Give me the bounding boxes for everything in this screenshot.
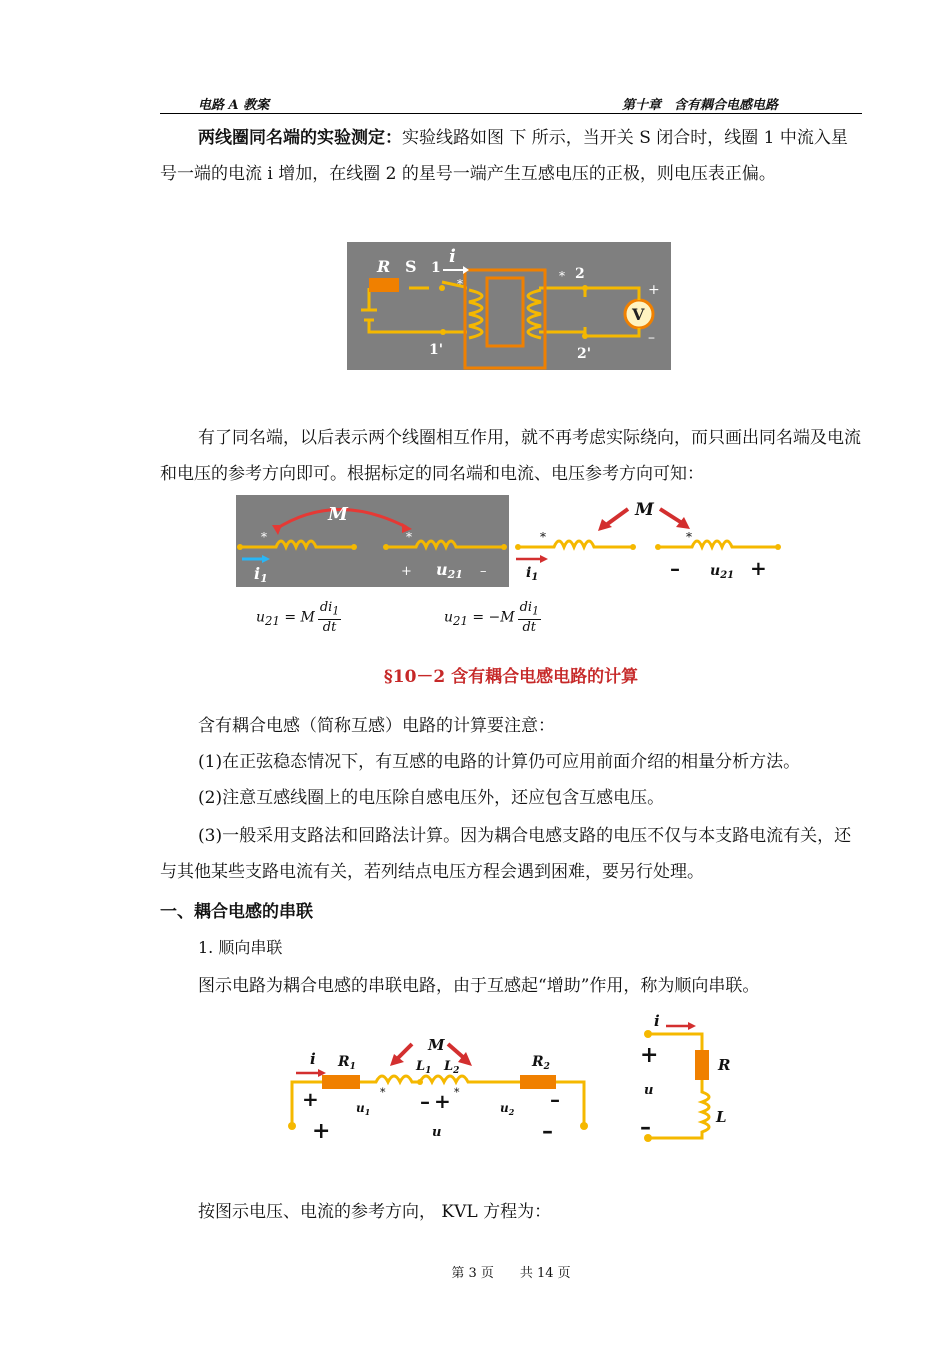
label-terminal-2: 2 xyxy=(575,266,585,282)
figure-forward-series-circuit xyxy=(284,1030,594,1142)
resistor-r xyxy=(369,278,399,292)
right-label-m: M xyxy=(635,500,654,520)
formula-positive-numsub: 1 xyxy=(332,604,340,618)
dot-coil-2: * xyxy=(559,269,565,283)
fig3-label-u: u xyxy=(432,1125,442,1140)
fig3-label-r1: $R_1$ xyxy=(338,1054,356,1072)
label-s: S xyxy=(405,257,417,276)
left-label-plus: + xyxy=(401,564,412,579)
formula-positive-fraction xyxy=(318,600,341,635)
right-node-a xyxy=(515,544,521,550)
terminal-1-prime xyxy=(440,329,446,335)
fig3-label-l2: $L_2$ xyxy=(444,1059,460,1076)
fig3-label-plus-2: + xyxy=(434,1089,451,1113)
formula-negative-lhs: u xyxy=(444,609,454,626)
label-voltmeter-plus: + xyxy=(648,282,660,298)
paragraph-note-3: (3)一般采用支路法和回路法计算。因为耦合电感支路的电压不仅与本支路电流有关，还与其他某些支路电流有关，若列结点电压方程会遇到困难，要另行处理。 xyxy=(160,826,852,882)
switch-contact xyxy=(439,285,445,291)
fig4-label-r: R xyxy=(718,1056,731,1074)
header-left: 电路 A 教案 xyxy=(198,98,270,113)
label-terminal-2-prime: 2' xyxy=(577,346,592,362)
right-coil-2 xyxy=(658,541,778,547)
right-label-minus: – xyxy=(670,556,680,580)
fig4-label-u: u xyxy=(644,1083,654,1098)
fig3-label-plus-1: + xyxy=(302,1087,319,1111)
left-label-u21: u21 xyxy=(436,560,463,581)
fig3-label-i: i xyxy=(310,1050,316,1068)
formula-negative-sub: 21 xyxy=(453,614,468,629)
label-terminal-1: 1 xyxy=(431,260,441,276)
label-r: R xyxy=(377,257,391,276)
formula-positive-sub: 21 xyxy=(265,614,280,629)
left-label-i: i1 xyxy=(254,564,268,585)
figure-3-node-middle xyxy=(417,1079,423,1085)
formula-negative-fraction xyxy=(518,600,541,635)
left-dot-2: * xyxy=(406,530,412,544)
right-mutual-arrow-right xyxy=(660,509,682,523)
formula-negative-den: dt xyxy=(522,619,537,635)
left-node-a xyxy=(237,544,243,550)
formula-positive-eq: = M xyxy=(279,609,315,626)
paragraph-note-2: (2)注意互感线圈上的电压除自感电压外，还应包含互感电压。 xyxy=(198,788,665,808)
label-terminal-1-prime: 1' xyxy=(429,342,444,358)
fig3-label-u1: $u_1$ xyxy=(356,1101,371,1117)
paragraph-experiment-lead: 两线圈同名端的实验测定： xyxy=(198,128,402,148)
heading-forward-series: 1. 顺向串联 xyxy=(198,938,283,957)
formula-positive-lhs: u xyxy=(256,609,266,626)
label-voltmeter-minus: – xyxy=(648,330,655,346)
figure-4-current-arrowhead xyxy=(688,1022,696,1030)
right-coil-1 xyxy=(518,541,633,547)
fig3-label-u2: $u_2$ xyxy=(500,1101,515,1117)
resistor-r1 xyxy=(322,1075,360,1089)
formula-negative-num: di xyxy=(519,600,533,615)
figure-3-mutual-arrow-right xyxy=(448,1044,464,1058)
fig3-label-minus-2: – xyxy=(550,1087,560,1111)
formula-negative xyxy=(444,600,541,635)
paragraph-experiment-text: 实验线路如图 下 所示，当开关 S 闭合时，线圈 1 中流入星号一端的电流 i 增加，在线圈 2 的星号一端产生互感电压的正极，则电压表正偏。 xyxy=(160,128,848,184)
fig4-label-i: i xyxy=(654,1012,660,1030)
page-footer: 第 3 页 共 14 页 xyxy=(451,1266,571,1281)
formula-positive-den: dt xyxy=(322,619,337,635)
fig3-label-minus-1: – xyxy=(420,1089,430,1113)
fig3-label-plus-3: + xyxy=(312,1118,331,1142)
fig3-label-m: M xyxy=(428,1036,445,1054)
left-label-m: M xyxy=(328,504,348,525)
fig3-label-minus-3: – xyxy=(542,1118,553,1142)
left-label-minus: – xyxy=(480,564,487,579)
section-title: §10－2 含有耦合电感电路的计算 xyxy=(383,667,639,687)
figure-3-mutual-arrow-left xyxy=(398,1044,412,1058)
left-dot-1: * xyxy=(261,530,267,544)
heading-series-connection: 一、耦合电感的串联 xyxy=(160,902,313,922)
fig3-dot-2: * xyxy=(454,1086,460,1099)
resistor-r-equivalent xyxy=(695,1050,709,1080)
figure-equivalent-rl xyxy=(636,1012,746,1152)
right-node-b xyxy=(630,544,636,550)
left-node-c xyxy=(383,544,389,550)
figure-mutual-voltage xyxy=(236,495,786,590)
formula-positive xyxy=(256,600,341,635)
header-right: 第十章 含有耦合电感电路 xyxy=(622,98,779,113)
figure-3-node-right xyxy=(580,1122,588,1130)
formula-negative-eq: = −M xyxy=(467,609,515,626)
paragraph-experiment xyxy=(160,120,862,192)
right-mutual-arrow-left xyxy=(606,509,628,525)
formula-negative-numsub: 1 xyxy=(532,604,539,618)
figure-2-right xyxy=(515,500,781,583)
fig3-dot-1: * xyxy=(380,1086,386,1099)
header-rule xyxy=(160,113,862,114)
left-node-d xyxy=(501,544,507,550)
right-label-plus: + xyxy=(750,556,767,580)
label-voltmeter: V xyxy=(632,305,645,324)
left-node-b xyxy=(351,544,357,550)
right-node-d xyxy=(775,544,781,550)
paragraph-notes-intro: 含有耦合电感（简称互感）电路的计算要注意： xyxy=(198,716,555,736)
figure-2-left-background xyxy=(236,495,509,587)
fig3-label-l1: $L_1$ xyxy=(416,1059,432,1076)
label-current-i: i xyxy=(449,246,456,267)
paragraph-note-1: (1)在正弦稳态情况下，有互感的电路的计算仍可应用前面介绍的相量分析方法。 xyxy=(198,752,801,772)
figure-3-node-left xyxy=(288,1122,296,1130)
right-label-u21: $u_{21}$ xyxy=(710,563,735,581)
fig4-label-l: L xyxy=(716,1108,727,1126)
right-dot-2: * xyxy=(686,530,692,544)
fig3-label-r2: $R_2$ xyxy=(532,1054,550,1072)
paragraph-kvl: 按图示电压、电流的参考方向， KVL 方程为： xyxy=(198,1202,552,1222)
figure-1-background xyxy=(347,242,671,370)
figure-dot-test-circuit xyxy=(347,242,671,370)
formula-positive-num: di xyxy=(319,600,333,615)
figure-4-node-top xyxy=(644,1030,652,1038)
paragraph-dot-convention: 有了同名端，以后表示两个线圈相互作用，就不再考虑实际绕向，而只画出同名端及电流和电压的参考方向即可。根据标定的同名端和电流、电压参考方向可知： xyxy=(160,428,861,484)
fig4-label-minus: – xyxy=(640,1114,651,1140)
right-current-arrowhead xyxy=(540,555,548,563)
paragraph-forward-series: 图示电路为耦合电感的串联电路，由于互感起“增助”作用，称为顺向串联。 xyxy=(198,976,760,996)
right-node-c xyxy=(655,544,661,550)
right-label-i: $i_1$ xyxy=(526,565,539,583)
right-dot-1: * xyxy=(540,530,546,544)
dot-coil-1: * xyxy=(457,277,463,291)
fig4-label-plus: + xyxy=(640,1042,659,1068)
